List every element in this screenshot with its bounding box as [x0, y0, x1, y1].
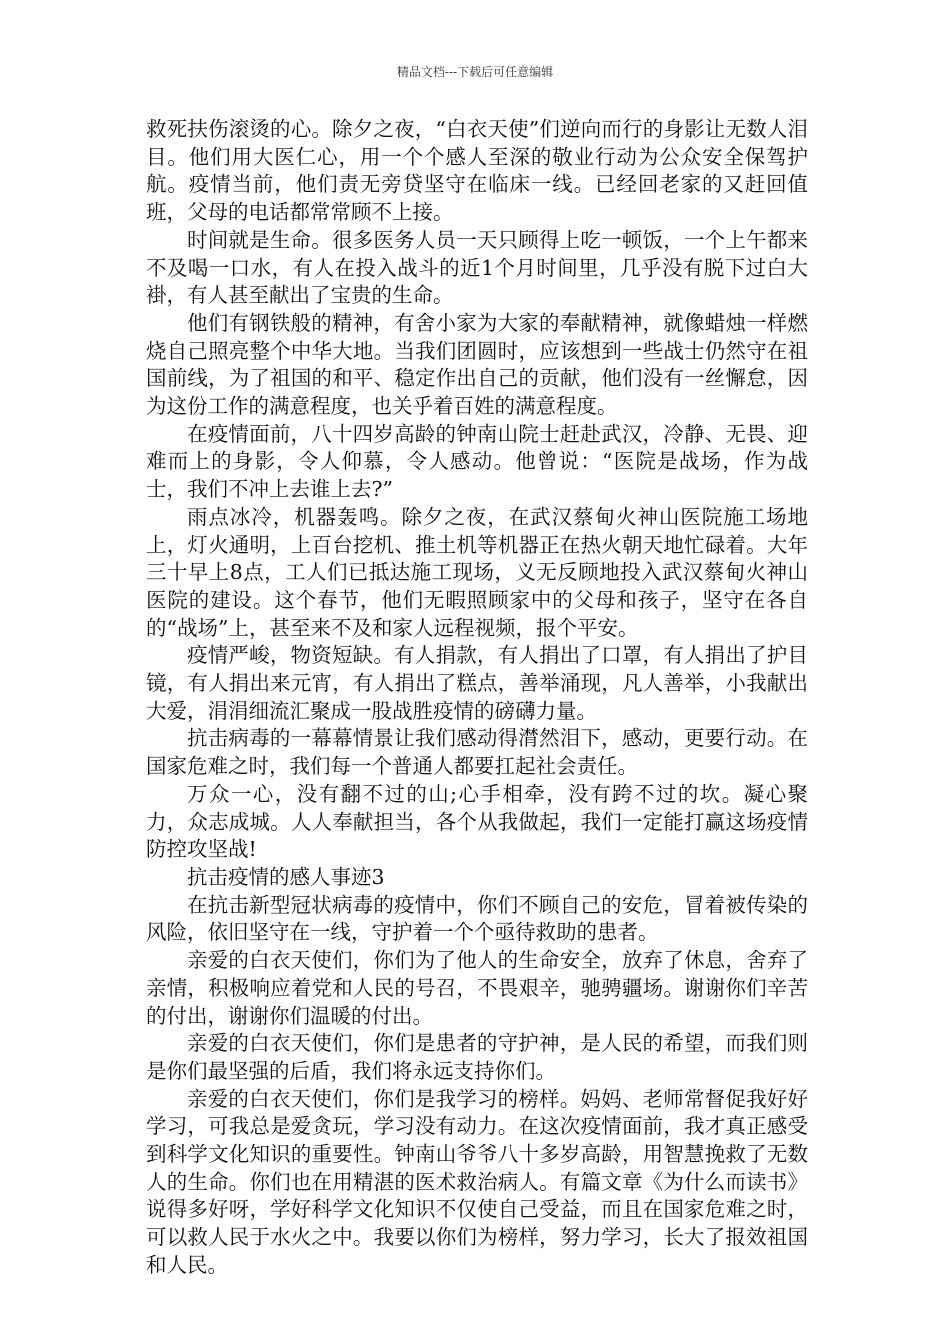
- paragraph: 亲爱的白衣天使们，你们为了他人的生命安全，放弃了休息，舍弃了亲情，积极响应着党和人民的号召，不畏艰辛，驰骋疆场。谢谢你们辛苦的付出，谢谢你们温暖的付出。: [146, 948, 808, 1028]
- paragraph: 万众一心，没有翻不过的山;心手相牵，没有跨不过的坎。凝心聚力，众志成城。人人奉献担当，各个从我做起，我们一定能打赢这场疫情防控攻坚战!: [146, 781, 808, 862]
- paragraph: 时间就是生命。很多医务人员一天只顾得上吃一顿饭，一个上午都来不及喝一口水，有人在投入战斗的近1个月时间里，几乎没有脱下过白大褂，有人甚至献出了宝贵的生命。: [146, 227, 808, 308]
- paragraph: 救死扶伤滚烫的心。除夕之夜，“白衣天使”们逆向而行的身影让无数人泪目。他们用大医仁心，用一个个感人至深的敬业行动为公众安全保驾护航。疫情当前，他们责无旁贷坚守在临床一线。已经回老家的又赶回值班，父母的电话都常常顾不上接。: [146, 117, 808, 225]
- paragraph: 在疫情面前，八十四岁高龄的钟南山院士赶赴武汉，冷静、无畏、迎难而上的身影，令人仰慕，令人感动。他曾说：“医院是战场，作为战士，我们不冲上去谁上去?”: [146, 421, 808, 502]
- paragraph: 亲爱的白衣天使们，你们是患者的守护神，是人民的希望，而我们则是你们最坚强的后盾，我们将永远支持你们。: [146, 1031, 808, 1083]
- document-body: [146, 116, 808, 1280]
- paragraph: 他们有钢铁般的精神，有舍小家为大家的奉献精神，就像蜡烛一样燃烧自己照亮整个中华大地。当我们团圆时，应该想到一些战士仍然守在祖国前线，为了祖国的和平、稳定作出自己的贡献，他们没有一丝懈怠，因为这份工作的满意程度，也关乎着百姓的满意程度。: [146, 310, 808, 419]
- paragraph: 亲爱的白衣天使们，你们是我学习的榜样。妈妈、老师常督促我好好学习，可我总是爱贪玩，学习没有动力。在这次疫情面前，我才真正感受到科学文化知识的重要性。钟南山爷爷八十多岁高龄，用智慧挽救了无数人的生命。你们也在用精湛的医术救治病人。有篇文章《为什么而读书》说得多好呀，学好科学文化知识不仅使自己受益，而且在国家危难之时，可以救人民于水火之中。我要以你们为榜样，努力学习，长大了报效祖国和人民。: [146, 1086, 808, 1277]
- paragraph: 雨点冰冷，机器轰鸣。除夕之夜，在武汉蔡甸火神山医院施工场地上，灯火通明，上百台挖机、推土机等机器正在热火朝天地忙碌着。大年三十早上8点，工人们已抵达施工现场，义无反顾地投入武汉蔡甸火神山医院的建设。这个春节，他们无暇照顾家中的父母和孩子，坚守在各自的“战场”上，甚至来不及和家人远程视频，报个平安。: [146, 504, 808, 640]
- paragraph: 抗击病毒的一幕幕情景让我们感动得潸然泪下，感动，更要行动。在国家危难之时，我们每一个普通人都要扛起社会责任。: [146, 726, 808, 779]
- section-heading: 抗击疫情的感人事迹3: [187, 864, 385, 889]
- page-header: 精品文档---下载后可任意编辑: [396, 65, 554, 79]
- paragraph: 疫情严峻，物资短缺。有人捐款，有人捐出了口罩，有人捐出了护目镜，有人捐出来元宵，有人捐出了糕点，善举涌现，凡人善举，小我献出大爱，涓涓细流汇聚成一股战胜疫情的磅礴力量。: [146, 643, 808, 723]
- paragraph: 在抗击新型冠状病毒的疫情中，你们不顾自己的安危，冒着被传染的风险，依旧坚守在一线，守护着一个个亟待救助的患者。: [146, 892, 808, 945]
